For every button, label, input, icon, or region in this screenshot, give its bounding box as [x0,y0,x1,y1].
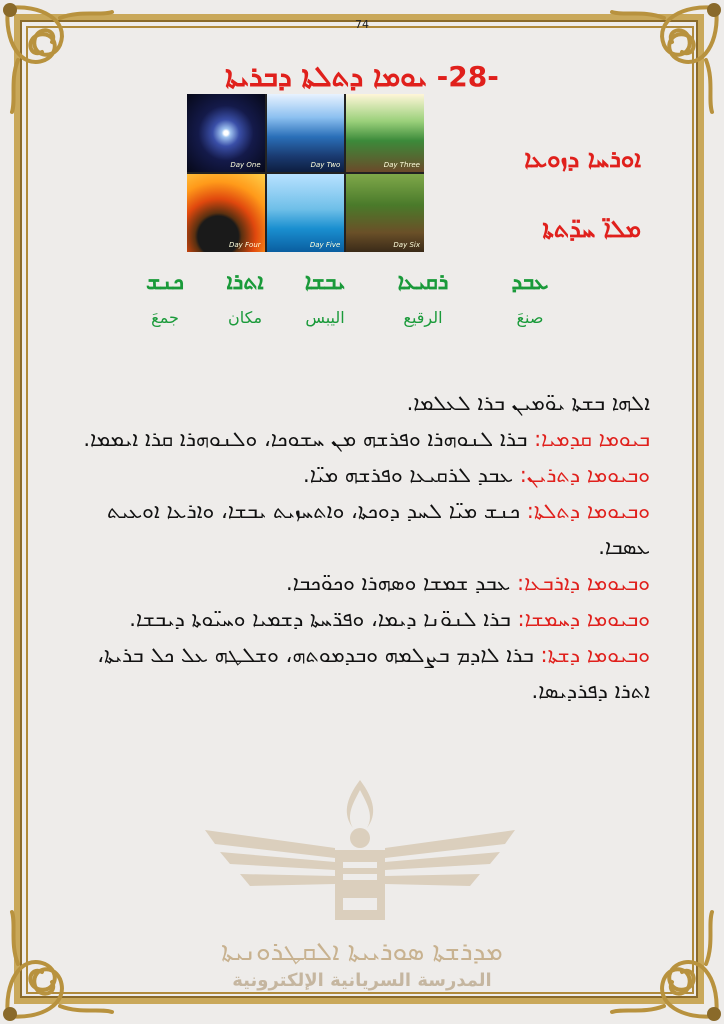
day-label: ܘܒܝܘܡܐ ܕܬܠܬܐ: [526,499,650,523]
day-six-image [346,174,424,252]
day-text: ܟܢܫ ܡܝ̈ܐ ܠܚܕ ܕܘܟܬܐ، ܘܐܬܚܙܝܬ ܝܒܫܐ، ܘܐܪܥܐ ܐܘܥܝܬ ܥܣܒܐ. [107,499,650,559]
vocab-word-arabic: مكان [227,308,263,327]
day-label: ܘܒܝܘܡܐ ܕܐܪܒܥܐ: [517,571,650,595]
image-caption: Day Five [309,241,341,249]
body-paragraph [78,457,650,493]
day-label: ܘܒܝܘܡܐ ܕܚܡܫܐ: [517,607,650,631]
vocabulary-syriac-row [0,270,724,300]
body-paragraph [78,565,650,601]
day-text: ܥܒܕ ܫܡܫܐ ܘܣܗܪܐ ܘܟܘ̈ܟܒܐ. [286,571,517,595]
lesson-body [78,385,650,709]
image-caption: Day One [230,161,261,169]
body-intro: ܐܠܗܐ ܒܫܬܐ ܝܘ̈ܡܝܢ ܒܪܐ ܠܥܠܡܐ. [406,391,650,415]
vocab-word-syriac: ܐܬܪܐ [226,270,264,295]
new-words-heading: ܡܠܐ̈ ܚܕ̈ܬܬܐ [542,215,641,243]
image-caption: Day Three [383,161,420,169]
body-paragraph [78,601,650,637]
day-text: ܒܪܐ ܠܢܘܗܪܐ ܘܦܪܫܗ ܡܢ ܚܫܘܟܐ، ܘܠܢܘܗܪܐ ܩܪܐ ܐܝܡܡܐ. [83,427,535,451]
day-label: ܒܝܘܡܐ ܩܕܡܝܐ: [534,427,650,451]
day-five-image [267,174,345,252]
day-four-image [187,174,265,252]
day-three-image [346,94,424,172]
day-text: ܒܪܐ ܠܢܘ̈ܢܐ ܕܝܡܐ، ܘܦܪ̈ܚܬܐ ܕܫܡܝܐ ܘܚܝ̈ܘܬܐ ܕܝܒܫܐ. [129,607,518,631]
day-label: ܘܒܝܘܡܐ ܕܫܬܐ: [540,643,650,667]
body-paragraph [78,637,650,709]
day-one-image [187,94,265,172]
vocab-word-syriac: ܥܒܕ [511,270,549,295]
vocab-word-arabic: اليبس [305,308,345,327]
image-caption: Day Four [228,241,261,249]
section-subtitle: ܐܘܪܚܐ ܕܙܘܥܐ [524,145,641,173]
image-caption: Day Two [310,161,341,169]
vocab-word-arabic: جمعَ [151,308,179,327]
page-number: 74 [355,18,369,31]
vocab-word-syriac: ܝܒܫܐ [304,270,346,295]
vocab-word-syriac: ܪܩܝܥܐ [397,270,449,295]
school-name-arabic: المدرسة السريانية الإلكترونية [232,970,492,991]
vocabulary-arabic-row [0,308,724,338]
day-label: ܘܒܝܘܡܐ ܕܬܪܝܢ: [519,463,650,487]
winged-sun-emblem-icon [195,770,525,930]
lesson-title: -28- ܝܘܡܐ ܕܬܠܬܐ ܕܒܪܝܬܐ [225,60,499,93]
day-text: ܥܒܕ ܠܪܩܝܥܐ ܘܦܪܫܗ ܡܝ̈ܐ. [303,463,520,487]
day-text: ܒܪܐ ܠܐܕܡ ܒܨܠܡܗ ܘܒܕܡܘܬܗ، ܘܫܠܛܗ ܥܠ ܟܠ ܒܪܝܬܐ، ܐܬܪܐ ܕܦܪܕܝܣܐ. [97,643,650,703]
vocab-word-arabic: الرقيع [403,308,443,327]
day-two-image [267,94,345,172]
vocab-word-arabic: صنعَ [516,308,544,327]
school-name-syriac: ܡܕܪܫܬܐ ܣܘܪܝܝܬܐ ܐܠܩܛܪܘܢܝܬܐ [221,937,503,967]
body-paragraph [78,493,650,565]
body-paragraph [78,421,650,457]
creation-days-collage [187,94,424,252]
image-caption: Day Six [393,241,420,249]
vocab-word-syriac: ܟܢܫ [146,270,184,295]
